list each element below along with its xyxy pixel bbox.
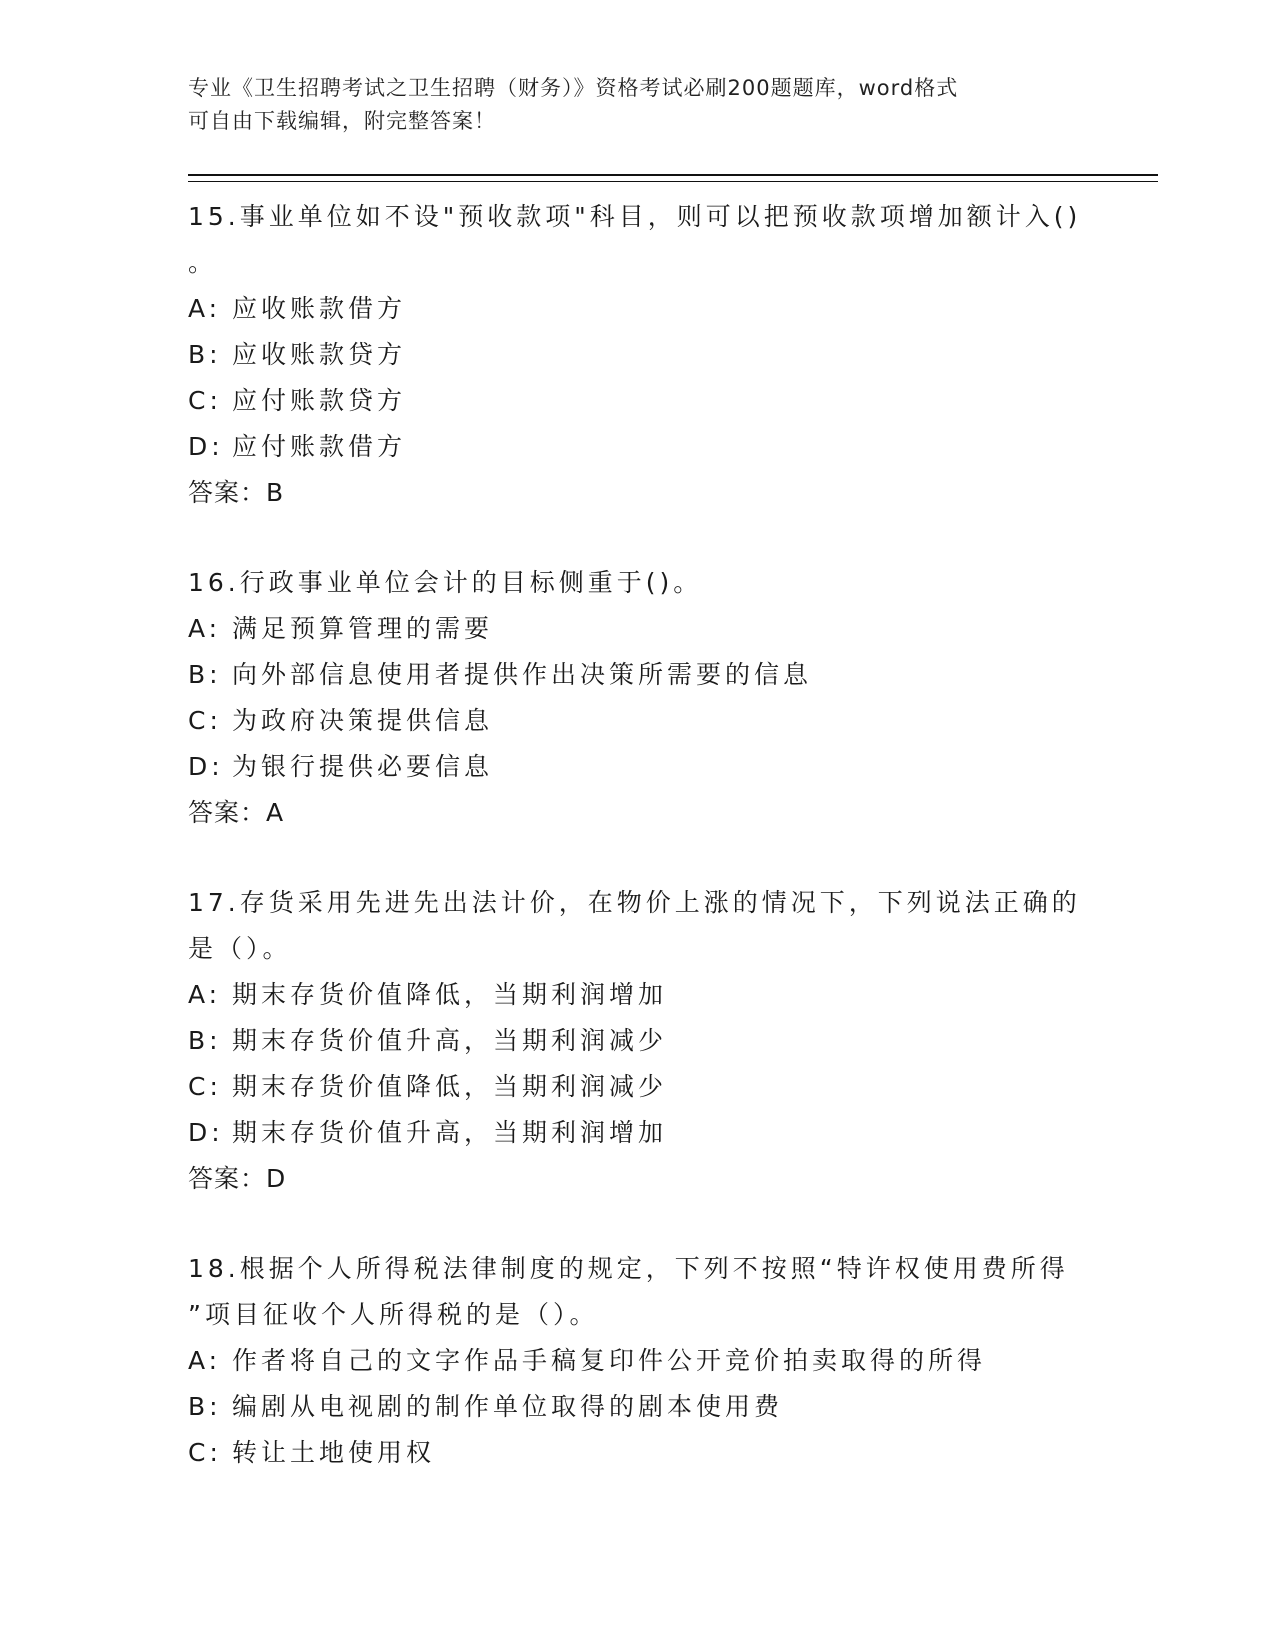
option-a: A: 期末存货价值降低，当期利润增加	[188, 980, 668, 1009]
question-18	[188, 1246, 1158, 1476]
question-17	[188, 880, 1158, 1202]
option-d: D: 期末存货价值升高，当期利润增加	[188, 1118, 668, 1147]
answer: 答案：A	[188, 798, 285, 827]
option-a: A: 作者将自己的文字作品手稿复印件公开竞价拍卖取得的所得	[188, 1346, 987, 1375]
question-stem: 18.根据个人所得税法律制度的规定，下列不按照“特许权使用费所得 ”项目征收个人所得税的是（）。	[188, 1254, 1069, 1329]
option-a: A: 满足预算管理的需要	[188, 614, 494, 643]
option-b: B: 向外部信息使用者提供作出决策所需要的信息	[188, 660, 813, 689]
header-line-1: 专业《卫生招聘考试之卫生招聘（财务）》资格考试必刷200题题库，word格式	[188, 76, 959, 100]
header-line-2: 可自由下载编辑，附完整答案！	[188, 109, 496, 133]
option-c: C: 转让土地使用权	[188, 1438, 436, 1467]
question-stem: 17.存货采用先进先出法计价，在物价上涨的情况下，下列说法正确的 是（）。	[188, 888, 1081, 963]
header-divider	[188, 174, 1158, 182]
option-c: C: 应付账款贷方	[188, 386, 407, 415]
option-b: B: 期末存货价值升高，当期利润减少	[188, 1026, 668, 1055]
question-stem: 16.行政事业单位会计的目标侧重于()。	[188, 568, 703, 597]
option-a: A: 应收账款借方	[188, 294, 407, 323]
answer: 答案：B	[188, 478, 285, 507]
option-b: B: 应收账款贷方	[188, 340, 407, 369]
document-page	[188, 72, 1158, 1476]
option-c: C: 期末存货价值降低，当期利润减少	[188, 1072, 668, 1101]
question-16	[188, 560, 1158, 836]
option-b: B: 编剧从电视剧的制作单位取得的剧本使用费	[188, 1392, 784, 1421]
document-header	[188, 72, 1068, 138]
question-15	[188, 194, 1158, 516]
option-d: D: 应付账款借方	[188, 432, 407, 461]
option-c: C: 为政府决策提供信息	[188, 706, 494, 735]
answer: 答案：D	[188, 1164, 287, 1193]
option-d: D: 为银行提供必要信息	[188, 752, 494, 781]
question-stem: 15.事业单位如不设"预收款项"科目，则可以把预收款项增加额计入() 。	[188, 202, 1082, 277]
